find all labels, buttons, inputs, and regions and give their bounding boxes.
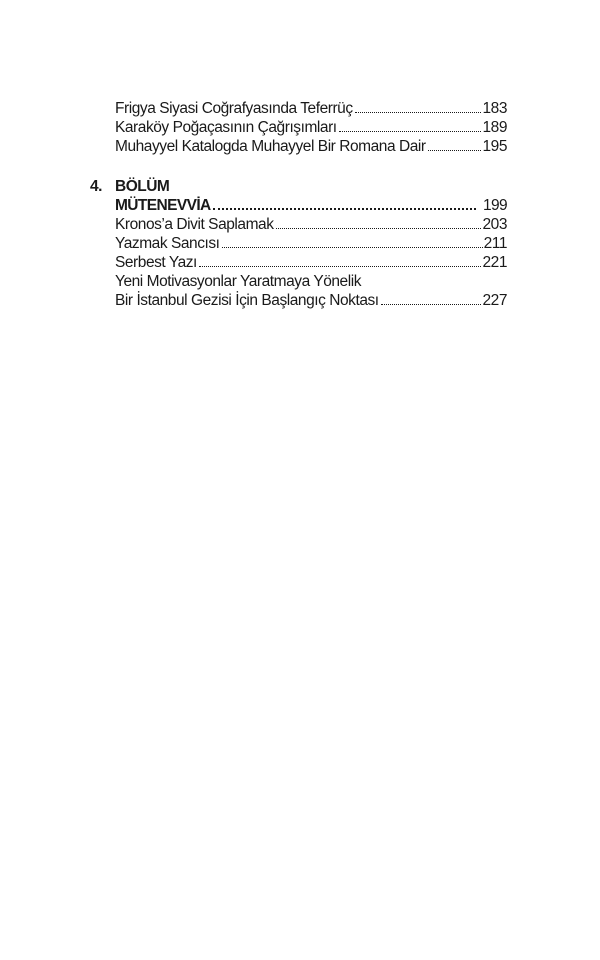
- toc-entry-page: 221: [482, 254, 507, 271]
- dot-leader: [339, 131, 482, 132]
- dot-leader: [222, 247, 483, 248]
- toc-entry: [90, 137, 507, 156]
- toc-entry: [90, 253, 507, 272]
- dot-leader: [381, 304, 482, 305]
- toc-entry-page: 183: [482, 100, 507, 117]
- toc-entry-title: Serbest Yazı: [115, 254, 197, 271]
- toc-entry-title: Muhayyel Katalogda Muhayyel Bir Romana Dair: [115, 138, 426, 155]
- section-title: MÜTENEVVİA: [115, 197, 211, 214]
- section-label: BÖLÜM: [115, 178, 170, 195]
- section-number: 4.: [90, 178, 102, 195]
- toc-entry-title-line1: Yeni Motivasyonlar Yaratmaya Yönelik: [115, 273, 362, 290]
- toc-entry-page: 189: [482, 119, 507, 136]
- dot-leader: [276, 228, 482, 229]
- toc-entry: [90, 215, 507, 234]
- toc-entry-title: Karaköy Poğaçasının Çağrışımları: [115, 119, 337, 136]
- section-title-entry: [90, 196, 507, 215]
- toc-entry: [90, 118, 507, 137]
- section-heading: [90, 177, 507, 196]
- toc-entry: [90, 234, 507, 253]
- toc-entry: [90, 99, 507, 118]
- toc-entry-title: Frigya Siyasi Coğrafyasında Teferrüç: [115, 100, 353, 117]
- toc-entry-title: Yazmak Sancısı: [115, 235, 220, 252]
- dot-leader: [355, 112, 482, 113]
- toc-entry-page: 203: [482, 216, 507, 233]
- dot-leader: [213, 208, 476, 210]
- toc-entry-title: Kronos’a Divit Saplamak: [115, 216, 274, 233]
- toc-entry-page: 195: [482, 138, 507, 155]
- dot-leader: [199, 266, 482, 267]
- toc-entry-page: 211: [483, 235, 507, 252]
- toc-entry-page: 227: [482, 292, 507, 309]
- dot-leader: [428, 150, 482, 151]
- toc-entry: [90, 291, 507, 310]
- table-of-contents: [90, 99, 507, 310]
- section-page: 199: [482, 197, 507, 214]
- toc-entry-title: Bir İstanbul Gezisi İçin Başlangıç Noktası: [115, 292, 379, 309]
- toc-entry-first-line: [90, 272, 507, 291]
